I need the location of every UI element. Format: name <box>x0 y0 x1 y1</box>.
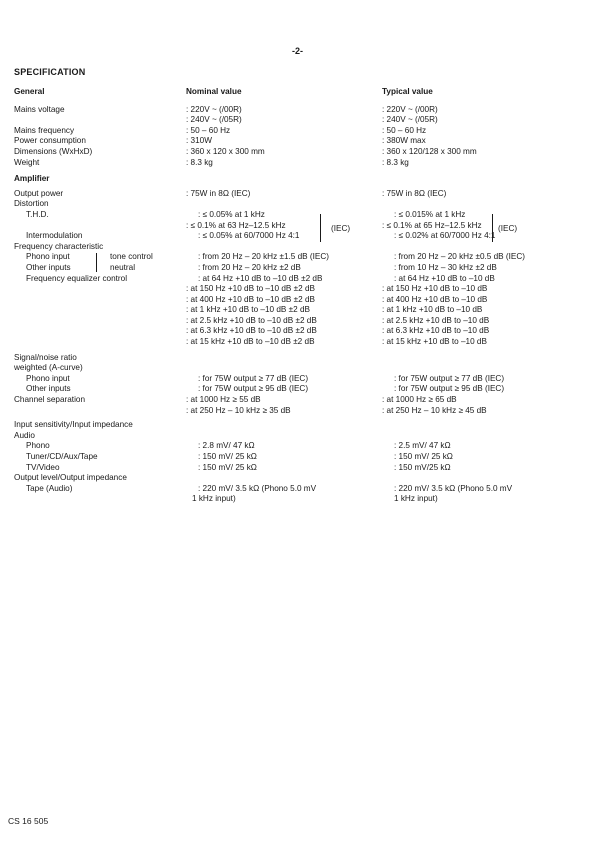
row-label: Other inputs <box>26 384 71 394</box>
row-label: TV/Video <box>26 462 60 472</box>
typical-cell: : at 1 kHz +10 dB to –10 dB <box>382 305 483 315</box>
section-heading-general: General <box>14 87 45 96</box>
row-label: Dimensions (WxHxD) <box>14 146 93 156</box>
typical-cell: : 360 x 120/128 x 300 mm <box>382 146 477 156</box>
table-row <box>14 316 574 327</box>
row-label: Tuner/CD/Aux/Tape <box>26 452 98 461</box>
iec-label-nominal: (IEC) <box>331 223 351 233</box>
table-row <box>14 231 574 242</box>
table-row <box>14 484 574 495</box>
row-label: Output level/Output impedance <box>14 473 127 483</box>
table-row <box>14 252 574 263</box>
typical-cell: : 240V ~ (/05R) <box>382 115 438 125</box>
row-label: Channel separation <box>14 395 86 405</box>
row-label: Frequency equalizer control <box>26 273 128 283</box>
row-label: Signal/noise ratio <box>14 352 77 362</box>
nominal-cell: 1 kHz input) <box>192 494 236 504</box>
typical-cell: : from 10 Hz – 30 kHz ±2 dB <box>394 262 497 272</box>
nominal-cell: : 150 mV/ 25 kΩ <box>198 452 257 461</box>
nominal-cell: : at 400 Hz +10 dB to –10 dB ±2 dB <box>186 294 315 304</box>
row-label: Distortion <box>14 199 49 209</box>
table-header <box>14 87 574 98</box>
row-label: Frequency characteristic <box>14 241 104 251</box>
thd-group <box>14 210 574 242</box>
table-row <box>14 115 574 126</box>
row-label: Other inputs <box>26 262 71 272</box>
table-row <box>14 305 574 316</box>
section-heading-text: Amplifier <box>14 174 50 184</box>
nominal-cell: : at 15 kHz +10 dB to –10 dB ±2 dB <box>186 337 315 347</box>
nominal-value-header: Nominal value <box>186 87 242 96</box>
page-number: -2- <box>292 46 303 56</box>
nominal-cell: : 240V ~ (/05R) <box>186 115 242 125</box>
typical-cell: : ≤ 0.015% at 1 kHz <box>394 209 466 219</box>
typical-cell: : at 6.3 kHz +10 dB to –10 dB <box>382 326 490 336</box>
typical-cell: : 150 mV/25 kΩ <box>394 462 451 472</box>
typical-cell: : for 75W output ≥ 77 dB (IEC) <box>394 373 505 383</box>
nominal-cell: : at 1000 Hz ≥ 55 dB <box>186 395 261 405</box>
table-row <box>14 431 574 442</box>
table-row <box>14 295 574 306</box>
table-row <box>14 452 574 463</box>
table-row <box>14 199 574 210</box>
nominal-cell: : ≤ 0.1% at 63 Hz–12.5 kHz <box>186 220 286 230</box>
table-row <box>14 326 574 337</box>
table-row <box>14 221 574 232</box>
table-row <box>14 353 574 364</box>
table-row <box>14 274 574 285</box>
table-row <box>14 158 574 169</box>
table-row <box>14 126 574 137</box>
typical-cell: : 8.3 kg <box>382 157 409 167</box>
nominal-cell: : 360 x 120 x 300 mm <box>186 146 265 156</box>
nominal-cell: : at 250 Hz – 10 kHz ≥ 35 dB <box>186 405 291 415</box>
row-label: Audio <box>14 430 35 440</box>
row-label: Mains voltage <box>14 104 65 114</box>
row-label: Phono <box>26 441 50 451</box>
nominal-cell: : at 150 Hz +10 dB to –10 dB ±2 dB <box>186 284 315 294</box>
table-row <box>14 189 574 200</box>
table-row <box>14 420 574 431</box>
table-row <box>14 105 574 116</box>
row-label: Mains frequency <box>14 125 75 135</box>
nominal-cell: : at 1 kHz +10 dB to –10 dB ±2 dB <box>186 305 310 315</box>
table-row <box>14 363 574 374</box>
nominal-cell: : ≤ 0.05% at 1 kHz <box>198 209 265 219</box>
table-row <box>14 337 574 348</box>
typical-cell: : ≤ 0.1% at 65 Hz–12.5 kHz <box>382 220 482 230</box>
row-label: Intermodulation <box>26 231 83 241</box>
brace-typical <box>492 214 493 242</box>
typical-cell: : at 2.5 kHz +10 dB to –10 dB <box>382 315 490 325</box>
specification-table <box>14 87 574 505</box>
table-row <box>14 284 574 295</box>
table-row <box>14 463 574 474</box>
separator-bar <box>96 253 97 272</box>
table-row <box>14 242 574 253</box>
nominal-cell: : at 64 Hz +10 dB to –10 dB ±2 dB <box>198 273 323 283</box>
table-row <box>14 406 574 417</box>
nominal-cell: : for 75W output ≥ 77 dB (IEC) <box>198 373 309 383</box>
row-label: Input sensitivity/Input impedance <box>14 420 133 430</box>
document-code: CS 16 505 <box>8 816 49 826</box>
table-row <box>14 473 574 484</box>
row-label: Phono input <box>26 373 70 383</box>
nominal-cell: : from 20 Hz – 20 kHz ±1.5 dB (IEC) <box>198 252 329 262</box>
typical-cell: : from 20 Hz – 20 kHz ±0.5 dB (IEC) <box>394 252 525 262</box>
typical-cell: : at 64 Hz +10 dB to –10 dB <box>394 273 495 283</box>
typical-cell: : 2.5 mV/ 47 kΩ <box>394 441 451 451</box>
table-row <box>14 384 574 395</box>
document-title: SPECIFICATION <box>14 67 86 77</box>
row-label: Power consumption <box>14 136 86 146</box>
nominal-cell: : 2.8 mV/ 47 kΩ <box>198 441 255 451</box>
typical-cell: : 150 mV/ 25 kΩ <box>394 452 453 461</box>
nominal-cell: : 50 – 60 Hz <box>186 125 231 135</box>
table-row <box>14 441 574 452</box>
nominal-cell: : ≤ 0.05% at 60/7000 Hz 4:1 <box>198 231 300 241</box>
nominal-cell: : 220V ~ (/00R) <box>186 104 242 114</box>
typical-cell: : 75W in 8Ω (IEC) <box>382 188 447 198</box>
typical-cell: : 380W max <box>382 136 426 146</box>
typical-cell: : at 15 kHz +10 dB to –10 dB <box>382 337 487 347</box>
nominal-cell: : 8.3 kg <box>186 157 213 167</box>
typical-cell: : at 250 Hz – 10 kHz ≥ 45 dB <box>382 405 487 415</box>
row-label: Weight <box>14 157 40 167</box>
nominal-cell: : 150 mV/ 25 kΩ <box>198 462 257 472</box>
table-row <box>14 263 574 274</box>
nominal-cell: : at 2.5 kHz +10 dB to –10 dB ±2 dB <box>186 315 317 325</box>
section-heading-amplifier <box>14 174 574 185</box>
iec-label-typical: (IEC) <box>498 223 518 233</box>
nominal-cell: : 310W <box>186 136 212 146</box>
nominal-cell: : 220 mV/ 3.5 kΩ (Phono 5.0 mV <box>198 483 317 493</box>
tone-control-label: tone control <box>110 252 153 262</box>
table-row <box>14 374 574 385</box>
row-label <box>14 115 186 126</box>
table-row <box>14 210 574 221</box>
typical-cell: : 220V ~ (/00R) <box>382 104 438 114</box>
nominal-cell: : at 6.3 kHz +10 dB to –10 dB ±2 dB <box>186 326 317 336</box>
row-label: Phono input <box>26 252 70 262</box>
nominal-cell: : for 75W output ≥ 95 dB (IEC) <box>198 384 309 394</box>
row-label: T.H.D. <box>26 209 49 219</box>
row-label: Output power <box>14 188 64 198</box>
table-row <box>14 395 574 406</box>
row-label: Tape (Audio) <box>26 483 73 493</box>
typical-cell: : at 400 Hz +10 dB to –10 dB <box>382 294 488 304</box>
typical-cell: : ≤ 0.02% at 60/7000 Hz 4:1 <box>394 231 496 241</box>
table-row <box>14 147 574 158</box>
typical-value-header: Typical value <box>382 87 433 96</box>
typical-cell: : at 1000 Hz ≥ 65 dB <box>382 395 457 405</box>
neutral-label: neutral <box>110 262 136 272</box>
table-row <box>14 494 574 505</box>
typical-cell: : 50 – 60 Hz <box>382 125 427 135</box>
row-label: weighted (A-curve) <box>14 363 83 373</box>
table-row <box>14 136 574 147</box>
nominal-cell: : 75W in 8Ω (IEC) <box>186 188 251 198</box>
nominal-cell: : from 20 Hz – 20 kHz ±2 dB <box>198 262 301 272</box>
typical-cell: : for 75W output ≥ 95 dB (IEC) <box>394 384 505 394</box>
brace-nominal <box>320 214 321 242</box>
typical-cell: : at 150 Hz +10 dB to –10 dB <box>382 284 488 294</box>
typical-cell: : 220 mV/ 3.5 kΩ (Phono 5.0 mV <box>394 483 513 493</box>
typical-cell: 1 kHz input) <box>394 494 438 504</box>
